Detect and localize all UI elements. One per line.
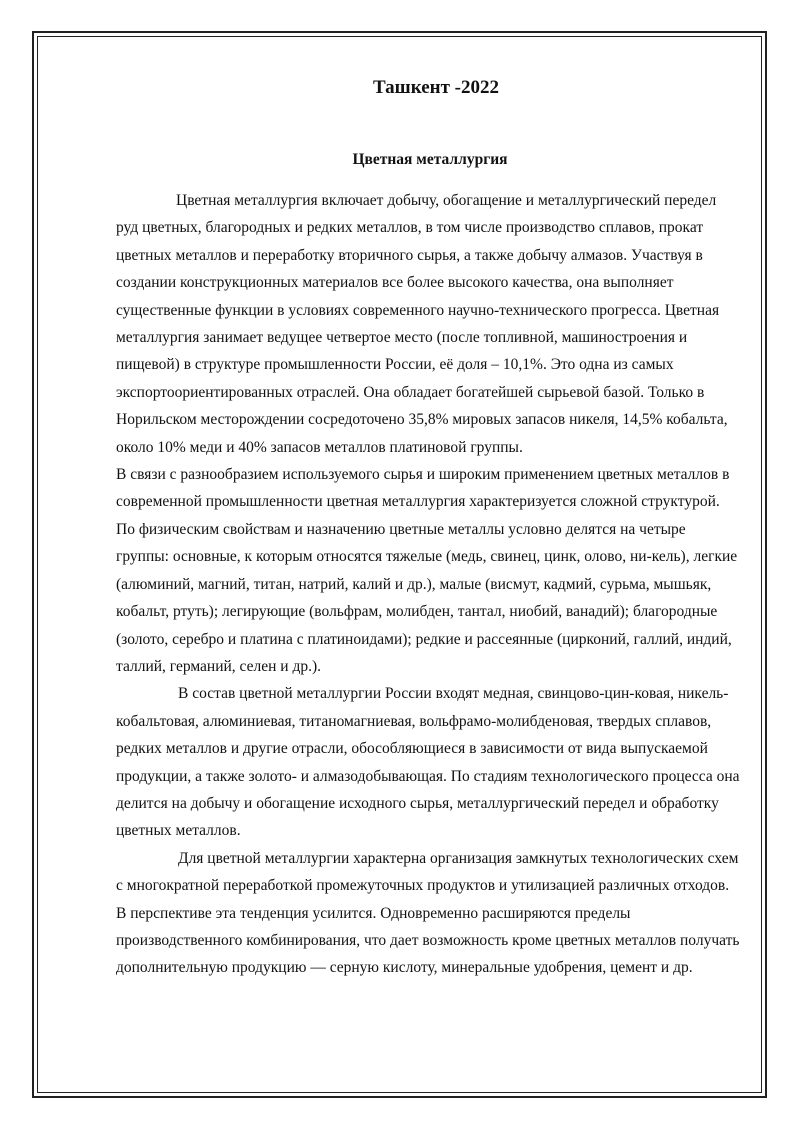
paragraph-technology: Для цветной металлургии характерна организация замкнутых технологических схем с многократной переработкой промежуточных продуктов и утилизацией различных отходов. В перспективе эта тенденция усилится. Одновременно расширяются пределы производственного комбинирования, что дает возможность кроме цветных металлов получать дополнительную продукцию — серную кислоту, минеральные удобрения, цемент и др. bbox=[116, 849, 740, 977]
section-title: Цветная металлургия bbox=[352, 151, 508, 168]
paragraph-intro: Цветная металлургия включает добычу, обогащение и металлургический передел руд цветных, благородных и редких металлов, в том числе производство сплавов, прокат цветных металлов и переработку вторичного сырья, а также добычу алмазов. Участвуя в создании конструкционных материалов все более высокого качества, она выполняет существенные функции в условиях современного научно-технического прогресса. Цветная металлургия занимает ведущее четвертое место (после топливной, машиностроения и пищевой) в структуре промышленности России, её доля – 10,1%. Это одна из самых экспортоориентированных отраслей. Она обладает богатейшей сырьевой базой. Только в Норильском месторождении сосредоточено 35,8% мировых запасов никеля, 14,5% кобальта, около 10% меди и 40% запасов металлов платиновой группы. bbox=[116, 192, 728, 456]
paragraph-composition: В состав цветной металлургии России входят медная, свинцово-цин-ковая, никель-кобальтовая, алюминиевая, титаномагниевая, вольфрамо-молибденовая, твердых сплавов, редких металлов и другие отрасли, обособляющиеся в зависимости от вида выпускаемой продукции, а также золото- и алмазодобывающая. По стадиям технологического процесса она делится на добычу и обогащение исходного сырья, металлургический передел и обработку цветных металлов. bbox=[116, 685, 740, 840]
document-body bbox=[116, 76, 742, 982]
paragraph-structure: В связи с разнообразием используемого сырья и широким применением цветных металлов в современной промышленности цветная металлургия характеризуется сложной структурой. По физическим свойствам и назначению цветные металлы условно делятся на четыре группы: основные, к которым относятся тяжелые (медь, свинец, цинк, олово, ни-кель), легкие (алюминий, магний, титан, натрий, калий и др.), малые (висмут, кадмий, сурьма, мышьяк, кобальт, ртуть); легирующие (вольфрам, молибден, тантал, ниобий, ванадий); благородные (золото, серебро и платина с платиноидами); редкие и рассеянные (цирконий, галлий, индий, таллий, германий, селен и др.). bbox=[116, 466, 738, 675]
city-year-heading: Ташкент -2022 bbox=[372, 77, 499, 98]
